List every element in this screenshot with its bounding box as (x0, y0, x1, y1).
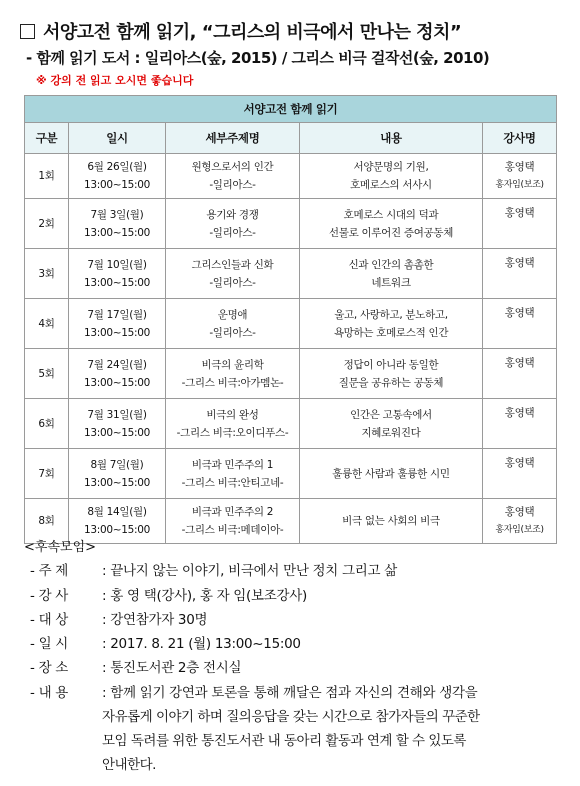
cell-datetime-line: 7월 24일(월) (87, 358, 147, 371)
followup-value: : 끝나지 않는 이야기, 비극에서 만난 정치 그리고 삶 (102, 563, 397, 579)
followup-value: : 강연참가자 30명 (102, 612, 208, 628)
cell-content-line: 질문을 공유하는 공동체 (338, 376, 444, 389)
cell-topic (166, 249, 300, 299)
cell-lecturer (483, 199, 557, 249)
cell-content (300, 154, 483, 199)
cell-content (300, 499, 483, 544)
cell-datetime-line: 8월 7일(월) (90, 458, 144, 471)
followup-key: - 주 제 (30, 563, 69, 579)
cell-lecturer-line: 홍영택 (504, 407, 535, 419)
cell-lecturer (483, 299, 557, 349)
followup-value: : 통진도서관 2층 전시실 (102, 660, 242, 676)
cell-datetime (69, 154, 166, 199)
cell-datetime-line: 7월 17일(월) (87, 308, 147, 321)
cell-datetime (69, 249, 166, 299)
cell-datetime-line: 13:00~15:00 (83, 226, 151, 239)
title-text: 서양고전 함께 읽기, “그리스의 비극에서 만나는 정치” (43, 22, 462, 43)
cell-datetime-line: 7월 10일(월) (87, 258, 147, 271)
header-topic: 세부주제명 (166, 123, 300, 154)
cell-no (25, 154, 69, 199)
cell-datetime-line: 8월 14일(월) (87, 506, 147, 518)
cell-topic-line: 비극과 민주주의 1 (191, 458, 274, 471)
cell-datetime-line: 13:00~15:00 (83, 524, 151, 536)
cell-topic-line: -일리아스- (209, 276, 256, 289)
cell-no-line: 7회 (38, 467, 55, 480)
cell-datetime (69, 199, 166, 249)
followup-item (30, 608, 207, 628)
cell-datetime-line: 13:00~15:00 (83, 326, 151, 339)
cell-content-line: 신과 인간의 촘촘한 (348, 258, 434, 271)
page-title (20, 18, 461, 44)
followup-content-line: 자유롭게 이야기 하며 질의응답을 갖는 시간으로 참가자들의 꾸준한 (102, 709, 480, 725)
cell-datetime-line: 13:00~15:00 (83, 476, 151, 489)
cell-datetime-line: 7월 3일(월) (90, 208, 144, 221)
cell-topic-line: -그리스 비극:메데이아- (181, 524, 284, 536)
cell-topic-line: 그리스인들과 신화 (191, 258, 274, 271)
cell-content (300, 399, 483, 449)
cell-no-line: 1회 (38, 170, 55, 182)
cell-no (25, 249, 69, 299)
table-row (25, 399, 557, 449)
table-row (25, 499, 557, 544)
cell-datetime-line: 13:00~15:00 (83, 179, 151, 191)
followup-key: - 대 상 (30, 612, 69, 628)
followup-value: : 2017. 8. 21 (월) 13:00~15:00 (102, 636, 301, 652)
reading-books: - 함께 읽기 도서 : 일리아스(숲, 2015) / 그리스 비극 걸작선(숲, 2010) (26, 49, 490, 67)
cell-content (300, 249, 483, 299)
cell-lecturer-line: 홍영택 (504, 257, 535, 269)
cell-content-line: 선물로 이루어진 증여공동체 (328, 226, 454, 239)
cell-topic (166, 449, 300, 499)
cell-no-line: 4회 (38, 317, 55, 330)
followup-value: : 홍 영 택(강사), 홍 자 임(보조강사) (102, 588, 307, 604)
table-row (25, 349, 557, 399)
cell-no (25, 399, 69, 449)
cell-no-line: 3회 (38, 267, 55, 280)
table-row (25, 299, 557, 349)
header-date: 일시 (69, 123, 166, 154)
cell-content-line: 호메로스의 서사시 (350, 179, 432, 191)
followup-key: - 내 용 (30, 685, 69, 701)
cell-lecturer-line: 홍영택 (504, 357, 535, 369)
cell-topic-line: -그리스 비극:안티고네- (181, 476, 284, 489)
cell-topic (166, 199, 300, 249)
followup-content-line: 모임 독려를 위한 통진도서관 내 동아리 활동과 연계 할 수 있도록 (102, 733, 466, 749)
cell-lecturer-line: 홍영택 (504, 506, 535, 518)
cell-no-line: 8회 (38, 515, 55, 527)
followup-key: - 강 사 (30, 588, 69, 604)
cell-datetime-line: 13:00~15:00 (83, 376, 151, 389)
cell-lecturer-line: 홍영택 (504, 207, 535, 219)
header-lecturer: 강사명 (483, 123, 557, 154)
cell-topic-line: -일리아스- (209, 179, 256, 191)
cell-content-line: 인간은 고통속에서 (350, 408, 432, 421)
cell-no-line: 5회 (38, 367, 55, 380)
followup-item (30, 656, 241, 676)
cell-lecturer (483, 449, 557, 499)
cell-lecturer-line: 홍영택 (504, 307, 535, 319)
cell-datetime (69, 349, 166, 399)
table-row (25, 449, 557, 499)
followup-key: - 장 소 (30, 660, 69, 676)
table-row (25, 154, 557, 199)
followup-item (30, 632, 301, 652)
followup-content-line: 안내한다. (102, 757, 156, 773)
cell-datetime (69, 449, 166, 499)
cell-content-line: 호메로스 시대의 덕과 (343, 208, 439, 221)
table-caption: 서양고전 함께 읽기 (25, 96, 557, 123)
followup-value: : 함께 읽기 강연과 토론을 통해 깨달은 점과 자신의 견해와 생각을 (102, 685, 478, 701)
header-no: 구분 (25, 123, 69, 154)
cell-topic-line: -일리아스- (209, 326, 256, 339)
cell-lecturer-line: 홍영택 (504, 161, 535, 173)
cell-topic-line: 운명애 (217, 308, 248, 321)
cell-topic (166, 499, 300, 544)
schedule-table (24, 95, 557, 544)
followup-item (30, 681, 477, 701)
table-row (25, 199, 557, 249)
cell-content-line: 정답이 아니라 동일한 (343, 358, 439, 371)
cell-lecturer-line: 홍자임(보조) (495, 525, 544, 535)
cell-topic (166, 399, 300, 449)
cell-content-line: 비극 없는 사회의 비극 (342, 515, 440, 527)
cell-content-line: 훌륭한 사람과 훌륭한 시민 (332, 467, 450, 480)
cell-topic-line: 원형으로서의 인간 (191, 161, 274, 173)
followup-item (30, 559, 397, 579)
cell-no (25, 299, 69, 349)
table-caption-row (25, 96, 557, 123)
cell-content (300, 299, 483, 349)
followup-heading: <후속모임> (24, 540, 97, 555)
cell-lecturer (483, 399, 557, 449)
cell-datetime (69, 299, 166, 349)
cell-content (300, 199, 483, 249)
checkbox-icon (20, 24, 35, 39)
cell-no-line: 2회 (38, 217, 55, 230)
cell-datetime (69, 399, 166, 449)
cell-topic-line: -일리아스- (209, 226, 256, 239)
table-row (25, 249, 557, 299)
notice-text: ※ 강의 전 읽고 오시면 좋습니다 (36, 74, 194, 87)
cell-topic-line: 비극과 민주주의 2 (191, 506, 274, 518)
cell-datetime-line: 6월 26일(월) (87, 161, 147, 173)
cell-content-line: 서양문명의 기원, (353, 161, 429, 173)
cell-datetime-line: 7월 31일(월) (87, 408, 147, 421)
cell-lecturer (483, 499, 557, 544)
cell-topic-line: -그리스 비극:아가멤논- (181, 376, 284, 389)
cell-no (25, 449, 69, 499)
cell-datetime-line: 13:00~15:00 (83, 426, 151, 439)
cell-lecturer-line: 홍영택 (504, 457, 535, 469)
cell-topic-line: 비극의 윤리학 (201, 358, 264, 371)
followup-key: - 일 시 (30, 636, 69, 652)
cell-lecturer (483, 154, 557, 199)
cell-topic (166, 154, 300, 199)
cell-content-line: 네트워크 (371, 276, 411, 289)
cell-lecturer (483, 349, 557, 399)
cell-topic (166, 349, 300, 399)
cell-no (25, 199, 69, 249)
cell-lecturer (483, 249, 557, 299)
cell-content-line: 지혜로워진다 (361, 426, 421, 439)
cell-topic (166, 299, 300, 349)
cell-content (300, 449, 483, 499)
header-content: 내용 (300, 123, 483, 154)
cell-lecturer-line: 홍자임(보조) (495, 180, 544, 190)
cell-topic-line: 용기와 경쟁 (206, 208, 259, 221)
cell-topic-line: 비극의 완성 (206, 408, 259, 421)
cell-content-line: 욕망하는 호메로스적 인간 (333, 326, 449, 339)
cell-topic-line: -그리스 비극:오이디푸스- (176, 426, 289, 439)
cell-no-line: 6회 (38, 417, 55, 430)
table-header-row (25, 123, 557, 154)
followup-item (30, 584, 307, 604)
cell-content (300, 349, 483, 399)
cell-content-line: 울고, 사랑하고, 분노하고, (334, 308, 448, 321)
cell-datetime-line: 13:00~15:00 (83, 276, 151, 289)
cell-no (25, 349, 69, 399)
